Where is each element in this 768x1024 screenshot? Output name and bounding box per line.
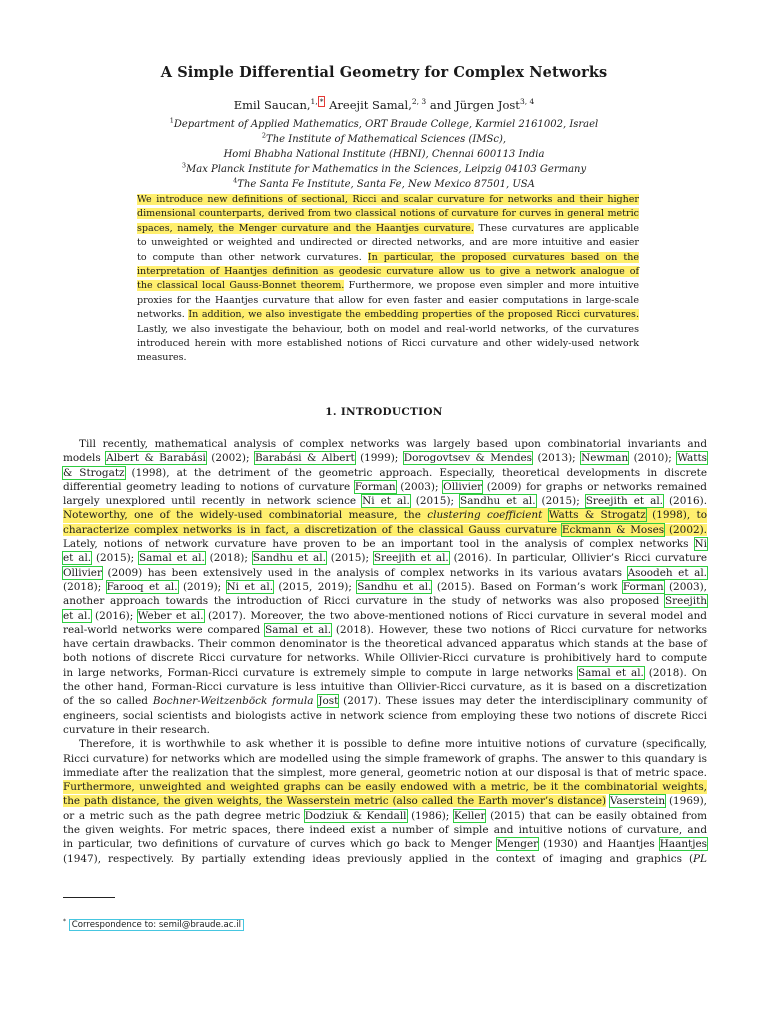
abstract: We introduce new definitions of sectional, Ricci and scalar curvature for networks and their higher dimensional counterparts, derived from two classical notions of curvature for curves in general metric spaces, namely, the Menger curvature and the Haantjes curvature. These curvatures are applicable to unweighted or weighted and undirected or directed networks, and are more intuitive and easier to compute than other network curvatures. In particular, the proposed curvatures based on the interpretation of Haantjes definition as geodesic curvature allow us to give a network analogue of the classical local Gauss-Bonnet theorem. Furthermore, we propose even simpler and more intuitive proxies for the Haantjes curvature that allow for even faster and easier computations in large-scale networks. In addition, we also investigate the embedding properties of the proposed Ricci curvatures. Lastly, we also investigate the behaviour, both on model and real-world networks, of the curvatures introduced herein with more established notions of Ricci curvature and other widely-used network measures. <box>137 194 639 364</box>
citation-link[interactable]: Ni et al. <box>362 495 410 508</box>
highlight[interactable]: the classical local Gauss-Bonnet theorem. <box>137 280 345 292</box>
affiliation-4: $^4$The Santa Fe Institute, Santa Fe, New Mexico 87501, USA <box>233 176 535 190</box>
author-list: Emil Saucan,$^{1,}$ * Areejit Samal,$^{2, 3}$ and Jürgen Jost$^{3, 4}$ <box>233 97 535 112</box>
section-heading: 1. INTRODUCTION <box>325 406 443 418</box>
highlight[interactable]: Furthermore, unweighted and weighted graphs can be easily endowed with a metric, be it the combinatorial weights, <box>63 781 707 794</box>
citation-link[interactable]: Sandhu et al. <box>252 552 326 565</box>
citation-link[interactable]: Forman <box>354 480 396 493</box>
correspondence-link[interactable]: Correspondence to: semil@braude.ac.il <box>69 919 244 931</box>
citation-link[interactable]: Ollivier <box>63 566 102 579</box>
citation-link[interactable]: Sandhu et al. <box>357 580 432 593</box>
highlight[interactable]: dimensional counterparts, derived from two classical notions of curvature for curves in general metric <box>137 208 639 220</box>
highlight[interactable]: We introduce new definitions of sectional, Ricci and scalar curvature for networks and their higher <box>137 194 639 205</box>
author-samal: Areejit Samal, <box>329 97 412 112</box>
paper-title: A Simple Differential Geometry for Complex Networks <box>160 64 608 81</box>
citation-link[interactable]: Haantjes <box>659 838 707 851</box>
citation-link[interactable]: et al. <box>63 552 92 565</box>
affiliation-3: $^3$Max Planck Institute for Mathematics in the Sciences, Leipzig 04103 Germany <box>181 161 587 175</box>
citation-link[interactable]: Asoodeh et al. <box>627 566 707 579</box>
author-saucan: Emil Saucan, <box>233 97 311 112</box>
highlight[interactable]: the path distance, the given weights, the Wasserstein metric (also called the Earth mover’s distance) <box>63 795 607 808</box>
citation-link[interactable]: Ollivier <box>443 480 483 493</box>
affiliations <box>0 117 768 192</box>
citation-link[interactable]: & Strogatz <box>63 466 125 479</box>
citation-link[interactable]: Dorogovtsev & Mendes <box>403 452 533 465</box>
citation-link[interactable]: Newman <box>581 452 629 465</box>
highlight[interactable]: In particular, the proposed curvatures based on the <box>367 251 639 263</box>
citation-link[interactable]: Watts <box>677 452 708 465</box>
highlight[interactable]: spaces, namely, the Menger curvature and the Haantjes curvature. <box>137 222 474 234</box>
citation-link[interactable]: Samal et al. <box>577 666 644 679</box>
citation-link[interactable]: Sandhu et al. <box>460 495 536 508</box>
citation-link[interactable]: Ni et al. <box>226 580 274 593</box>
affiliation-2: $^2$The Institute of Mathematical Sciences (IMSc), <box>261 131 507 145</box>
citation-link[interactable]: Jost <box>318 695 339 708</box>
citation-link[interactable]: Dodziuk & Kendall <box>304 809 407 822</box>
author-jost: Jürgen Jost <box>455 97 520 112</box>
citation-link[interactable]: Barabási & Albert <box>254 452 355 465</box>
footnote-link[interactable]: * <box>319 97 324 106</box>
citation-link[interactable]: Sreejith et al. <box>373 552 449 565</box>
citation-link[interactable]: Menger <box>496 838 539 851</box>
citation-link[interactable]: Keller <box>453 809 486 822</box>
citation-link[interactable]: Albert & Barabási <box>106 452 206 465</box>
introduction-body: Till recently, mathematical analysis of complex networks was largely based upon combinatorial invariants and models Albert & Barabási (2002); Barabási & Albert (1999); Dorogovtsev & Mendes (2013); Newman (2010); Watts & Strogatz (1998), at the detriment of the geometric approach. Especially, theoretical developments in discrete differential geometry leading to notions of curvature Forman (2003); Ollivier (2009) for graphs or networks remained largely unexplored until recently in network science Ni et al. (2015); Sandhu et al. (2015); Sreejith et al. (2016). Noteworthy, one of the widely-used combinatorial measure, the clustering coefficient Watts & Strogatz (1998), to characterize complex networks is in fact, a discretization of the classical Gauss curvature Eckmann & Moses (2002). Lately, notions of network curvature have proven to be an important tool in the analysis of complex networks Ni et al. (2015); Samal et al. (2018); Sandhu et al. (2015); Sreejith et al. (2016). In particular, Ollivier’s Ricci curvature Ollivier (2009) has been extensively used in the analysis of complex networks in its various avatars Asoodeh et al. (2018); Farooq et al. (2019); Ni et al. (2015, 2019); Sandhu et al. (2015). Based on Forman’s work Forman (2003), another approach towards the introduction of Ricci curvature in the study of networks was also proposed Sreejith et al. (2016); Weber et al. (2017). Moreover, the two above-mentioned notions of Ricci curvature in several model and real-world networks were compared Samal et al. (2018). However, these two notions of Ricci curvature for networks have certain drawbacks. Their common denominator is the theoretical advanced apparatus which stands at the base of both notions of discrete Ricci curvature for networks. While Ollivier-Ricci curvature is prohibitively hard to compute in large networks, Forman-Ricci curvature is extremely simple to compute in large networks Samal et al. (2018). On the other hand, Forman-Ricci curvature is less intuitive than Ollivier-Ricci curvature, as it is based on a discretization of the so called Bochner-Weitzenböck formula Jost (2017). These issues may deter the interdisciplinary community of engineers, social scientists and biologists active in network science from employing these two notions of discrete Ricci curvature in their research. Therefore, it is worthwhile to ask whether it is possible to define more intuitive notions of curvature (specifically, Ricci curvature) for networks which are modelled using the simple framework of graphs. The answer to this quandary is immediate after the realization that the simplest, more general, geometric notion at our disposal is that of metric space. Furthermore, unweighted and weighted graphs can be easily endowed with a metric, be it the combinatorial weights, the path distance, the given weights, the Wasserstein metric (also called the Earth mover’s distance) Vaserstein (1969), or a metric such as the path degree metric Dodziuk & Kendall (1986); Keller (2015) that can be easily obtained from the given weights. For metric spaces, there indeed exist a number of simple and intuitive notions of curvature, and in particular, two definitions of curvature of curves which go back to Menger Menger (1930) and Haantjes Haantjes (1947), respectively. By partially extending ideas previously applied in the context of imaging and graphics (PL <box>63 438 708 865</box>
citation-link[interactable]: Ni <box>694 538 707 551</box>
citation-link[interactable]: Sreejith et al. <box>585 495 663 508</box>
citation-link[interactable]: et al. <box>63 609 91 622</box>
footnote-rule <box>63 897 115 898</box>
highlight[interactable]: In addition, we also investigate the embedding properties of the proposed Ricci curvatures. <box>188 309 639 321</box>
affiliation-1: $^1$Department of Applied Mathematics, ORT Braude College, Karmiel 2161002, Israel <box>169 116 599 130</box>
highlight[interactable]: interpretation of Haantjes definition as geodesic curvature allow us to give a network analogue of <box>137 266 639 278</box>
highlight[interactable]: Noteworthy, one of the widely-used combinatorial measure, the clustering coefficient Watts & Strogatz (1998), to <box>63 509 707 522</box>
citation-link[interactable]: Watts & Strogatz <box>548 509 646 522</box>
citation-link[interactable]: Vaserstein <box>609 795 666 808</box>
citation-link[interactable]: Eckmann & Moses <box>561 523 665 536</box>
citation-link[interactable]: Farooq et al. <box>106 580 178 593</box>
citation-link[interactable]: Forman <box>622 580 664 593</box>
citation-link[interactable]: Weber et al. <box>137 609 204 622</box>
citation-link[interactable]: Samal et al. <box>265 623 332 636</box>
footnote: * Correspondence to: semil@braude.ac.il <box>63 918 244 930</box>
highlight[interactable]: characterize complex networks is in fact, a discretization of the classical Gauss curvature Eckmann & Moses (2002). <box>63 523 707 536</box>
citation-link[interactable]: Sreejith <box>665 595 707 608</box>
citation-link[interactable]: Samal et al. <box>139 552 205 565</box>
affiliation-2-cont: Homi Bhabha National Institute (HBNI), Chennai 600113 India <box>223 149 545 160</box>
